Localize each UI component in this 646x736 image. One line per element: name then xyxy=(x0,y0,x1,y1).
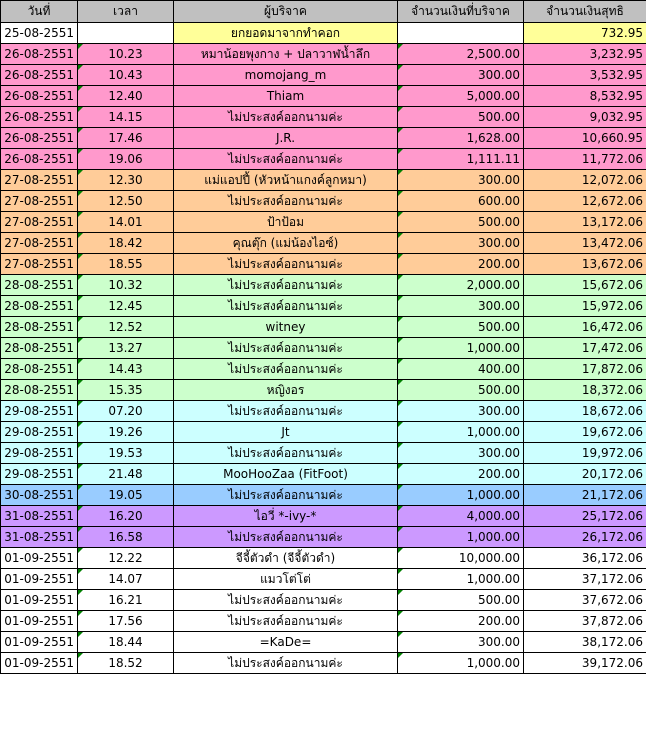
time-cell[interactable]: 14.15 xyxy=(78,107,174,128)
net-cell[interactable]: 37,872.06 xyxy=(524,611,646,632)
net-cell[interactable]: 13,672.06 xyxy=(524,254,646,275)
header-donor[interactable]: ผู้บริจาค xyxy=(174,1,398,23)
time-cell[interactable]: 16.58 xyxy=(78,527,174,548)
table-row xyxy=(1,380,646,401)
donor-cell[interactable]: หมาน้อยพุงกาง + ปลาวาฬน้ำลึก xyxy=(174,44,398,65)
table-row xyxy=(1,107,646,128)
table-row xyxy=(1,443,646,464)
net-cell[interactable]: 12,072.06 xyxy=(524,170,646,191)
donor-cell[interactable]: witney xyxy=(174,317,398,338)
net-cell[interactable]: 13,472.06 xyxy=(524,233,646,254)
table-row xyxy=(1,611,646,632)
date-cell[interactable]: 29-08-2551 xyxy=(1,464,78,485)
header-net[interactable]: จำนวนเงินสุทธิ xyxy=(524,1,646,23)
donor-cell[interactable]: ไม่ประสงค์ออกนามค่ะ xyxy=(174,107,398,128)
amount-cell[interactable]: 200.00 xyxy=(398,254,524,275)
table-row xyxy=(1,464,646,485)
date-cell[interactable]: 27-08-2551 xyxy=(1,254,78,275)
net-cell[interactable]: 16,472.06 xyxy=(524,317,646,338)
date-cell[interactable]: 26-08-2551 xyxy=(1,107,78,128)
donor-cell[interactable]: Thiam xyxy=(174,86,398,107)
amount-cell[interactable]: 1,000.00 xyxy=(398,338,524,359)
table-row xyxy=(1,212,646,233)
net-cell[interactable]: 15,672.06 xyxy=(524,275,646,296)
amount-cell[interactable]: 200.00 xyxy=(398,464,524,485)
amount-cell[interactable]: 5,000.00 xyxy=(398,86,524,107)
net-cell[interactable]: 20,172.06 xyxy=(524,464,646,485)
donor-cell[interactable]: ไม่ประสงค์ออกนามค่ะ xyxy=(174,611,398,632)
amount-cell[interactable]: 300.00 xyxy=(398,233,524,254)
table-row xyxy=(1,632,646,653)
donor-cell[interactable]: Jt xyxy=(174,422,398,443)
table-row xyxy=(1,506,646,527)
donor-cell[interactable]: ไม่ประสงค์ออกนามค่ะ xyxy=(174,527,398,548)
time-cell[interactable]: 18.44 xyxy=(78,632,174,653)
table-row xyxy=(1,44,646,65)
amount-cell[interactable]: 1,111.11 xyxy=(398,149,524,170)
time-cell[interactable]: 12.50 xyxy=(78,191,174,212)
net-cell[interactable]: 39,172.06 xyxy=(524,653,646,674)
donor-cell[interactable]: หญิงอร xyxy=(174,380,398,401)
table-row xyxy=(1,590,646,611)
time-cell[interactable]: 10.43 xyxy=(78,65,174,86)
date-cell[interactable]: 26-08-2551 xyxy=(1,65,78,86)
time-cell[interactable]: 21.48 xyxy=(78,464,174,485)
time-cell[interactable]: 17.46 xyxy=(78,128,174,149)
date-cell[interactable]: 29-08-2551 xyxy=(1,401,78,422)
table-row xyxy=(1,170,646,191)
date-cell[interactable]: 28-08-2551 xyxy=(1,317,78,338)
donor-cell[interactable]: แม่แอปปี้ (หัวหน้าแกงค์ลูกหมา) xyxy=(174,170,398,191)
amount-cell[interactable]: 500.00 xyxy=(398,590,524,611)
amount-cell[interactable]: 4,000.00 xyxy=(398,506,524,527)
amount-cell[interactable]: 1,000.00 xyxy=(398,485,524,506)
amount-cell[interactable]: 200.00 xyxy=(398,611,524,632)
time-cell[interactable]: 19.05 xyxy=(78,485,174,506)
time-cell[interactable]: 14.43 xyxy=(78,359,174,380)
donor-cell[interactable]: momojang_m xyxy=(174,65,398,86)
date-cell[interactable]: 31-08-2551 xyxy=(1,506,78,527)
donor-cell[interactable]: MooHooZaa (FitFoot) xyxy=(174,464,398,485)
amount-cell[interactable]: 1,000.00 xyxy=(398,527,524,548)
donor-cell[interactable]: ไม่ประสงค์ออกนามค่ะ xyxy=(174,191,398,212)
time-cell[interactable]: 19.26 xyxy=(78,422,174,443)
donor-cell[interactable]: =KaDe= xyxy=(174,632,398,653)
date-cell[interactable]: 26-08-2551 xyxy=(1,44,78,65)
table-row xyxy=(1,527,646,548)
net-cell[interactable]: 11,772.06 xyxy=(524,149,646,170)
amount-cell[interactable]: 300.00 xyxy=(398,170,524,191)
date-cell[interactable]: 28-08-2551 xyxy=(1,275,78,296)
amount-cell[interactable]: 300.00 xyxy=(398,65,524,86)
net-cell[interactable]: 21,172.06 xyxy=(524,485,646,506)
donor-cell[interactable]: จีจี้ตัวดำ (จีจี้ตัวดำ) xyxy=(174,548,398,569)
donor-cell[interactable]: ไม่ประสงค์ออกนามค่ะ xyxy=(174,296,398,317)
time-cell[interactable]: 12.45 xyxy=(78,296,174,317)
net-cell[interactable]: 17,872.06 xyxy=(524,359,646,380)
amount-cell[interactable]: 300.00 xyxy=(398,443,524,464)
net-cell[interactable]: 8,532.95 xyxy=(524,86,646,107)
donor-cell[interactable]: ไอวี่ *-ivy-* xyxy=(174,506,398,527)
table-row xyxy=(1,569,646,590)
date-cell[interactable]: 27-08-2551 xyxy=(1,233,78,254)
table-body xyxy=(1,23,646,674)
net-cell[interactable]: 18,372.06 xyxy=(524,380,646,401)
amount-cell[interactable]: 1,628.00 xyxy=(398,128,524,149)
time-cell[interactable] xyxy=(78,23,174,44)
table-row xyxy=(1,338,646,359)
donor-cell[interactable]: ป้าป้อม xyxy=(174,212,398,233)
net-cell[interactable]: 3,232.95 xyxy=(524,44,646,65)
net-cell[interactable]: 732.95 xyxy=(524,23,646,44)
time-cell[interactable]: 19.53 xyxy=(78,443,174,464)
net-cell[interactable]: 12,672.06 xyxy=(524,191,646,212)
amount-cell[interactable]: 1,000.00 xyxy=(398,422,524,443)
date-cell[interactable]: 27-08-2551 xyxy=(1,170,78,191)
amount-cell[interactable]: 500.00 xyxy=(398,317,524,338)
time-cell[interactable]: 19.06 xyxy=(78,149,174,170)
donor-cell[interactable]: ไม่ประสงค์ออกนามค่ะ xyxy=(174,149,398,170)
amount-cell[interactable]: 1,000.00 xyxy=(398,569,524,590)
donor-cell[interactable]: ไม่ประสงค์ออกนามค่ะ xyxy=(174,443,398,464)
date-cell[interactable]: 30-08-2551 xyxy=(1,485,78,506)
table-row xyxy=(1,191,646,212)
date-cell[interactable]: 26-08-2551 xyxy=(1,149,78,170)
time-cell[interactable]: 13.27 xyxy=(78,338,174,359)
table-row xyxy=(1,317,646,338)
net-cell[interactable]: 13,172.06 xyxy=(524,212,646,233)
date-cell[interactable]: 26-08-2551 xyxy=(1,86,78,107)
time-cell[interactable]: 15.35 xyxy=(78,380,174,401)
time-cell[interactable]: 10.32 xyxy=(78,275,174,296)
table-row xyxy=(1,233,646,254)
net-cell[interactable]: 17,472.06 xyxy=(524,338,646,359)
date-cell[interactable]: 01-09-2551 xyxy=(1,653,78,674)
net-cell[interactable]: 37,172.06 xyxy=(524,569,646,590)
time-cell[interactable]: 16.20 xyxy=(78,506,174,527)
date-cell[interactable]: 28-08-2551 xyxy=(1,359,78,380)
header-amount[interactable]: จำนวนเงินที่บริจาค xyxy=(398,1,524,23)
date-cell[interactable]: 29-08-2551 xyxy=(1,443,78,464)
table-row xyxy=(1,149,646,170)
time-cell[interactable]: 12.40 xyxy=(78,86,174,107)
amount-cell[interactable]: 2,000.00 xyxy=(398,275,524,296)
amount-cell[interactable]: 400.00 xyxy=(398,359,524,380)
date-cell[interactable]: 31-08-2551 xyxy=(1,527,78,548)
net-cell[interactable]: 3,532.95 xyxy=(524,65,646,86)
amount-cell[interactable]: 500.00 xyxy=(398,212,524,233)
donor-cell[interactable]: J.R. xyxy=(174,128,398,149)
donor-cell[interactable]: ไม่ประสงค์ออกนามค่ะ xyxy=(174,338,398,359)
donor-cell[interactable]: ไม่ประสงค์ออกนามค่ะ xyxy=(174,275,398,296)
date-cell[interactable]: 01-09-2551 xyxy=(1,611,78,632)
net-cell[interactable]: 26,172.06 xyxy=(524,527,646,548)
amount-cell[interactable]: 300.00 xyxy=(398,401,524,422)
donor-cell[interactable]: ไม่ประสงค์ออกนามค่ะ xyxy=(174,485,398,506)
table-row xyxy=(1,65,646,86)
amount-cell[interactable]: 600.00 xyxy=(398,191,524,212)
amount-cell[interactable]: 500.00 xyxy=(398,380,524,401)
date-cell[interactable]: 25-08-2551 xyxy=(1,23,78,44)
table-row xyxy=(1,422,646,443)
table-row xyxy=(1,401,646,422)
amount-cell[interactable]: 2,500.00 xyxy=(398,44,524,65)
time-cell[interactable]: 18.42 xyxy=(78,233,174,254)
net-cell[interactable]: 19,672.06 xyxy=(524,422,646,443)
net-cell[interactable]: 25,172.06 xyxy=(524,506,646,527)
time-cell[interactable]: 16.21 xyxy=(78,590,174,611)
donor-cell[interactable]: ไม่ประสงค์ออกนามค่ะ xyxy=(174,653,398,674)
date-cell[interactable]: 26-08-2551 xyxy=(1,128,78,149)
header-row xyxy=(1,1,646,23)
time-cell[interactable]: 07.20 xyxy=(78,401,174,422)
date-cell[interactable]: 28-08-2551 xyxy=(1,296,78,317)
net-cell[interactable]: 18,672.06 xyxy=(524,401,646,422)
table-row xyxy=(1,296,646,317)
time-cell[interactable]: 12.22 xyxy=(78,548,174,569)
donor-cell[interactable]: ไม่ประสงค์ออกนามค่ะ xyxy=(174,590,398,611)
amount-cell[interactable]: 10,000.00 xyxy=(398,548,524,569)
table-row xyxy=(1,548,646,569)
net-cell[interactable]: 10,660.95 xyxy=(524,128,646,149)
date-cell[interactable]: 28-08-2551 xyxy=(1,338,78,359)
time-cell[interactable]: 10.23 xyxy=(78,44,174,65)
time-cell[interactable]: 18.55 xyxy=(78,254,174,275)
time-cell[interactable]: 12.30 xyxy=(78,170,174,191)
header-time[interactable]: เวลา xyxy=(78,1,174,23)
date-cell[interactable]: 27-08-2551 xyxy=(1,191,78,212)
amount-cell[interactable] xyxy=(398,23,524,44)
time-cell[interactable]: 18.52 xyxy=(78,653,174,674)
time-cell[interactable]: 14.07 xyxy=(78,569,174,590)
time-cell[interactable]: 17.56 xyxy=(78,611,174,632)
table-row xyxy=(1,23,646,44)
net-cell[interactable]: 15,972.06 xyxy=(524,296,646,317)
date-cell[interactable]: 27-08-2551 xyxy=(1,212,78,233)
table-row xyxy=(1,275,646,296)
table-row xyxy=(1,86,646,107)
header-date[interactable]: วันที่ xyxy=(1,1,78,23)
date-cell[interactable]: 29-08-2551 xyxy=(1,422,78,443)
date-cell[interactable]: 01-09-2551 xyxy=(1,590,78,611)
amount-cell[interactable]: 300.00 xyxy=(398,632,524,653)
donor-cell[interactable]: แมวโต่โต่ xyxy=(174,569,398,590)
net-cell[interactable]: 37,672.06 xyxy=(524,590,646,611)
amount-cell[interactable]: 1,000.00 xyxy=(398,653,524,674)
net-cell[interactable]: 38,172.06 xyxy=(524,632,646,653)
table-row xyxy=(1,254,646,275)
table-row xyxy=(1,653,646,674)
amount-cell[interactable]: 500.00 xyxy=(398,107,524,128)
net-cell[interactable]: 36,172.06 xyxy=(524,548,646,569)
donor-cell[interactable]: ยกยอดมาจากทำคอก xyxy=(174,23,398,44)
time-cell[interactable]: 14.01 xyxy=(78,212,174,233)
table-row xyxy=(1,485,646,506)
table-row xyxy=(1,359,646,380)
donor-cell[interactable]: ไม่ประสงค์ออกนามค่ะ xyxy=(174,254,398,275)
date-cell[interactable]: 01-09-2551 xyxy=(1,632,78,653)
donor-cell[interactable]: ไม่ประสงค์ออกนามค่ะ xyxy=(174,401,398,422)
time-cell[interactable]: 12.52 xyxy=(78,317,174,338)
donor-cell[interactable]: คุณตุ๊ก (แม่น้องไอซ์) xyxy=(174,233,398,254)
date-cell[interactable]: 01-09-2551 xyxy=(1,548,78,569)
table-row xyxy=(1,128,646,149)
amount-cell[interactable]: 300.00 xyxy=(398,296,524,317)
net-cell[interactable]: 9,032.95 xyxy=(524,107,646,128)
net-cell[interactable]: 19,972.06 xyxy=(524,443,646,464)
date-cell[interactable]: 01-09-2551 xyxy=(1,569,78,590)
donor-cell[interactable]: ไม่ประสงค์ออกนามค่ะ xyxy=(174,359,398,380)
date-cell[interactable]: 28-08-2551 xyxy=(1,380,78,401)
